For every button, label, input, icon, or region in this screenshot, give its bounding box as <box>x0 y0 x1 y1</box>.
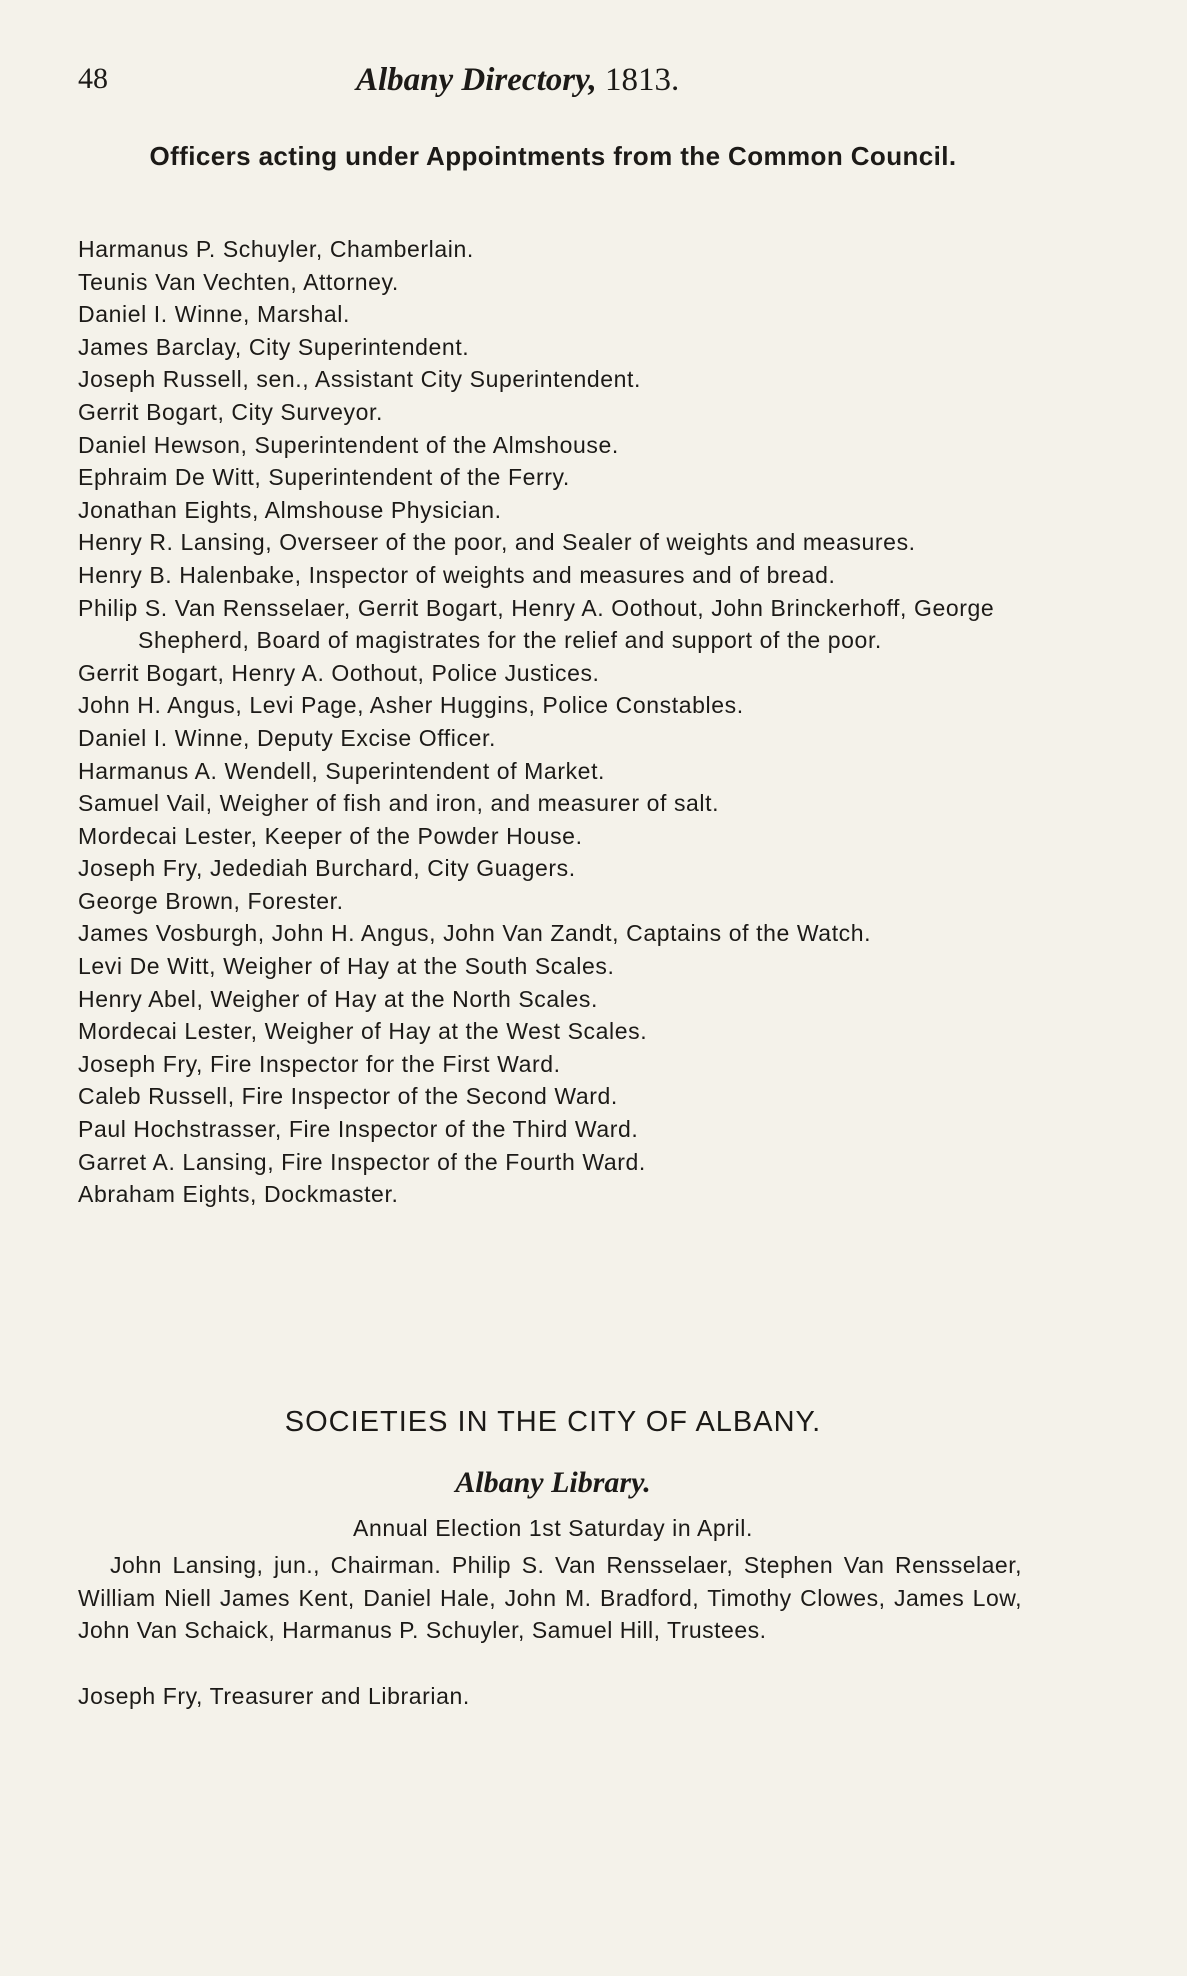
list-item: Philip S. Van Rensselaer, Gerrit Bogart, Henry A. Oothout, John Brinckerhoff, George Shepherd, Board of magistrates for the relief and support of the poor. <box>78 594 995 654</box>
list-item: John H. Angus, Levi Page, Asher Huggins, Police Constables. <box>78 692 744 719</box>
list-item: Joseph Fry, Jedediah Burchard, City Guagers. <box>78 855 576 882</box>
list-item: Teunis Van Vechten, Attorney. <box>78 268 399 295</box>
list-item: Samuel Vail, Weigher of fish and iron, and measurer of salt. <box>78 790 720 817</box>
list-item: Henry B. Halenbake, Inspector of weights and measures and of bread. <box>78 561 836 588</box>
page-header <box>78 62 1078 112</box>
list-item: Garret A. Lansing, Fire Inspector of the Fourth Ward. <box>78 1148 646 1175</box>
list-item: Daniel I. Winne, Deputy Excise Officer. <box>78 724 496 751</box>
list-item: Daniel I. Winne, Marshal. <box>78 301 350 328</box>
list-item: Caleb Russell, Fire Inspector of the Second Ward. <box>78 1083 618 1110</box>
list-item: Henry R. Lansing, Overseer of the poor, and Sealer of weights and measures. <box>78 529 916 556</box>
list-item: James Vosburgh, John H. Angus, John Van Zandt, Captains of the Watch. <box>78 920 872 947</box>
library-trustees: John Lansing, jun., Chairman. Philip S. Van Rensselaer, Stephen Van Rensselaer, William Niell James Kent, Daniel Hale, John M. Bradford, Timothy Clowes, James Low, John Van Schaick, Harmanus P. Schuyler, Samuel Hill, Trustees. <box>78 1552 1022 1644</box>
list-item: Joseph Russell, sen., Assistant City Superintendent. <box>78 366 642 393</box>
page-number: 48 <box>78 62 108 95</box>
list-item: Mordecai Lester, Keeper of the Powder House. <box>78 822 583 849</box>
list-item: Daniel Hewson, Superintendent of the Almshouse. <box>78 431 619 458</box>
list-item: Paul Hochstrasser, Fire Inspector of the Third Ward. <box>78 1116 639 1143</box>
list-item: James Barclay, City Superintendent. <box>78 333 470 360</box>
list-item: Gerrit Bogart, City Surveyor. <box>78 398 383 425</box>
list-item: Harmanus P. Schuyler, Chamberlain. <box>78 236 474 262</box>
section-heading: Officers acting under Appointments from the Common Council. <box>149 141 957 171</box>
library-title: Albany Library. <box>455 1466 651 1499</box>
list-item: Henry Abel, Weigher of Hay at the North Scales. <box>78 985 598 1012</box>
library-treasurer: Joseph Fry, Treasurer and Librarian. <box>78 1683 470 1709</box>
running-title <box>356 62 679 99</box>
list-item: Harmanus A. Wendell, Superintendent of Market. <box>78 757 606 784</box>
list-item: Jonathan Eights, Almshouse Physician. <box>78 496 502 523</box>
officers-list <box>78 233 1030 1211</box>
library-election: Annual Election 1st Saturday in April. <box>353 1515 753 1541</box>
list-item: Levi De Witt, Weigher of Hay at the South Scales. <box>78 953 615 980</box>
list-item: Joseph Fry, Fire Inspector for the First Ward. <box>78 1050 561 1077</box>
running-title-italic: Albany Directory, <box>356 62 597 98</box>
societies-heading: SOCIETIES IN THE CITY OF ALBANY. <box>284 1406 822 1438</box>
list-item: George Brown, Forester. <box>78 887 344 914</box>
running-title-year: 1813. <box>605 62 680 98</box>
list-item: Ephraim De Witt, Superintendent of the Ferry. <box>78 464 570 491</box>
list-item: Abraham Eights, Dockmaster. <box>78 1181 399 1208</box>
list-item: Mordecai Lester, Weigher of Hay at the West Scales. <box>78 1018 648 1045</box>
list-item: Gerrit Bogart, Henry A. Oothout, Police Justices. <box>78 659 600 686</box>
